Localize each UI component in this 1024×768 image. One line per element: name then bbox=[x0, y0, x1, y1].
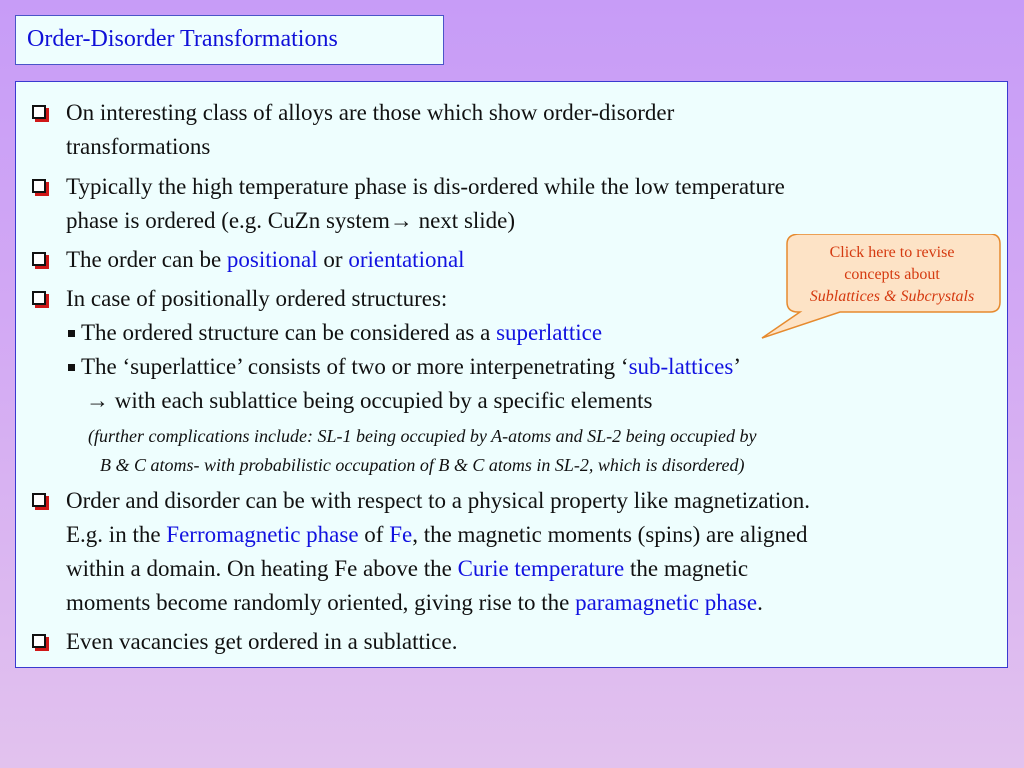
bullet-text: On interesting class of alloys are those which show order-disorder bbox=[66, 100, 675, 125]
bullet-text: , the magnetic moments (spins) are aligned bbox=[412, 522, 808, 547]
bullet-text: transformations bbox=[66, 134, 211, 159]
checkbox-bullet-icon bbox=[32, 634, 46, 648]
callout-link[interactable]: Sublattices & Subcrystals bbox=[809, 288, 975, 305]
bullet-text: moments become randomly oriented, giving rise to the bbox=[66, 590, 576, 615]
bullet-text: or bbox=[317, 247, 349, 272]
bullet-text: within a domain. On heating Fe above the bbox=[66, 556, 458, 581]
bullet-vacancies bbox=[32, 625, 992, 659]
slide-title: Order-Disorder Transformations bbox=[15, 15, 444, 65]
bullet-text: Order and disorder can be with respect to a physical property like magnetization. bbox=[66, 488, 811, 513]
bullet-text: . bbox=[757, 590, 763, 615]
sublattices-callout[interactable] bbox=[760, 234, 1004, 342]
callout-line: concepts about bbox=[844, 266, 940, 283]
checkbox-bullet-icon bbox=[32, 105, 46, 119]
arrow-right-icon: → bbox=[86, 388, 109, 413]
bullet-text: Typically the high temperature phase is dis-ordered while the low temperature bbox=[66, 174, 785, 199]
checkbox-bullet-icon bbox=[32, 179, 46, 193]
bullet-text: the magnetic bbox=[624, 556, 749, 581]
paramagnetic-phase-link[interactable]: paramagnetic phase bbox=[575, 590, 758, 615]
complications-note-line2: B & C atoms- with probabilistic occupation of B & C atoms in SL-2, which is disordered) bbox=[100, 455, 745, 475]
bullet-text: of bbox=[358, 522, 390, 547]
checkbox-bullet-icon bbox=[32, 291, 46, 305]
square-bullet-icon bbox=[68, 330, 75, 337]
positional-link[interactable]: positional bbox=[226, 247, 318, 272]
sub-bullet-text: The ordered structure can be considered as a bbox=[81, 320, 497, 345]
bullet-text: Even vacancies get ordered in a sublattice. bbox=[66, 629, 458, 654]
sub-lattices-link[interactable]: sub-lattices bbox=[628, 354, 734, 379]
bullet-text: In case of positionally ordered structures: bbox=[66, 286, 448, 311]
bullet-temperature-phase bbox=[32, 170, 992, 238]
callout-line: Click here to revise bbox=[829, 244, 955, 261]
sub-bullet-superlattice bbox=[68, 316, 602, 350]
next-slide-text: next slide) bbox=[412, 208, 516, 233]
content-panel bbox=[15, 81, 1008, 668]
callout-text[interactable] bbox=[787, 242, 997, 308]
bullet-text: E.g. in the bbox=[66, 522, 167, 547]
sub-bullet-specific-elements bbox=[86, 384, 653, 418]
curie-temperature-link[interactable]: Curie temperature bbox=[457, 556, 625, 581]
sub-bullet-text: The ‘superlattice’ consists of two or more interpenetrating ‘ bbox=[81, 354, 629, 379]
checkbox-bullet-icon bbox=[32, 252, 46, 266]
complications-note-line1: (further complications include: SL-1 being occupied by A-atoms and SL-2 being occupied by bbox=[88, 426, 757, 446]
bullet-text: The order can be bbox=[66, 247, 227, 272]
sub-bullet-sublattices bbox=[68, 350, 741, 384]
ferromagnetic-phase-link[interactable]: Ferromagnetic phase bbox=[166, 522, 359, 547]
arrow-right-icon: → bbox=[389, 208, 413, 233]
bullet-magnetization bbox=[32, 484, 992, 620]
fe-link[interactable]: Fe bbox=[389, 522, 413, 547]
bullet-text: phase is ordered (e.g. CuZn system bbox=[66, 208, 390, 233]
sub-bullet-text: with each sublattice being occupied by a specific elements bbox=[109, 388, 653, 413]
superlattice-link[interactable]: superlattice bbox=[496, 320, 603, 345]
bullet-order-disorder-alloys bbox=[32, 96, 992, 164]
square-bullet-icon bbox=[68, 364, 75, 371]
sub-bullet-text: ’ bbox=[733, 354, 741, 379]
checkbox-bullet-icon bbox=[32, 493, 46, 507]
orientational-link[interactable]: orientational bbox=[348, 247, 465, 272]
